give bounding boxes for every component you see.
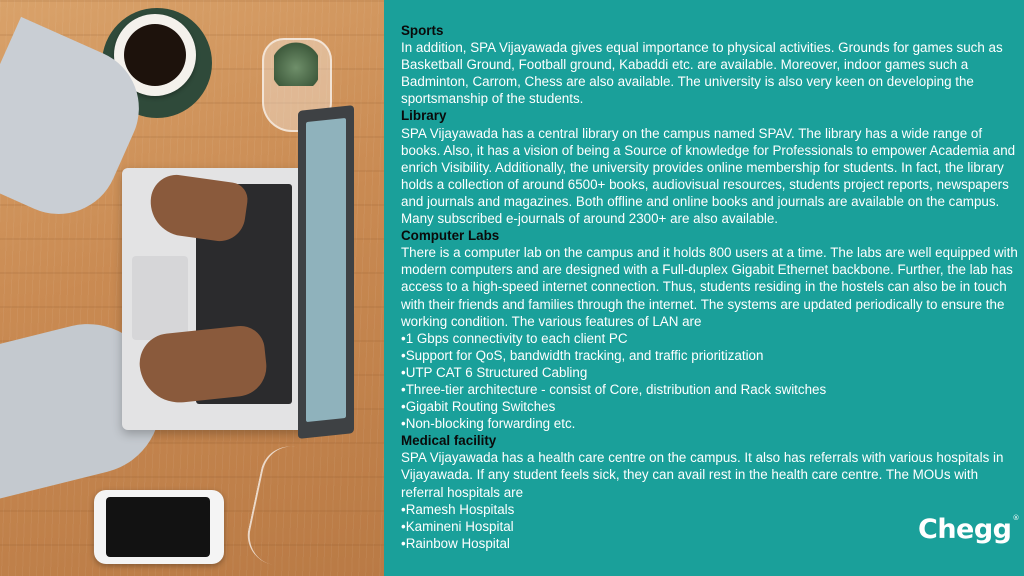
list-item: •UTP CAT 6 Structured Cabling xyxy=(401,364,588,380)
list-item: •Support for QoS, bandwidth tracking, and traffic prioritization xyxy=(401,347,764,363)
sports-body: In addition, SPA Vijayawada gives equal importance to physical activities. Grounds for games such as Basketball Ground, Football ground, Kabaddi etc. are available. Moreover, indoor games such a Badminton, Carrom, Chess are also available. The university is also very keen on developing the sportsmanship of the students. xyxy=(401,40,1003,107)
succulent-plant xyxy=(274,40,318,86)
list-item: •1 Gbps connectivity to each client PC xyxy=(401,330,628,346)
medical-heading: Medical facility xyxy=(401,433,497,449)
facilities-content xyxy=(401,22,1021,552)
laptop-trackpad xyxy=(132,256,188,340)
library-body: SPA Vijayawada has a central library on the campus named SPAV. The library has a wide range of books. Also, it has a vision of being a Source of knowledge for Professionals to empower Academia and enrich Visibility. Additionally, the university provides online membership for students. In fact, the library holds a collection of around 6500+ books, audiovisual resources, students project reports, newspapers and journals and magazines. Both offline and online books and journals are available on the campus. Many subscribed e-journals of around 2300+ are also available. xyxy=(401,125,1016,227)
smartphone-screen xyxy=(106,497,210,557)
library-heading: Library xyxy=(401,108,447,124)
text-panel xyxy=(384,0,1024,576)
earbud-cable xyxy=(242,441,328,571)
sports-heading: Sports xyxy=(401,23,444,38)
chegg-logo: Chegg® xyxy=(918,514,1020,545)
laptop-desk-photo xyxy=(0,0,384,576)
list-item: •Three-tier architecture - consist of Core, distribution and Rack switches xyxy=(401,381,827,397)
list-item: •Rainbow Hospital xyxy=(401,535,510,551)
list-item: •Gigabit Routing Switches xyxy=(401,399,556,415)
list-item: •Non-blocking forwarding etc. xyxy=(401,416,576,432)
chegg-logo-text: Chegg xyxy=(918,514,1012,545)
laptop-display xyxy=(306,118,346,422)
coffee xyxy=(124,24,186,86)
labs-heading: Computer Labs xyxy=(401,228,500,244)
labs-body: There is a computer lab on the campus and it holds 800 users at a time. The labs are well equipped with modern computers and are designed with a Full-duplex Gigabit Ethernet backbone. Further, the lab has access to a high-speed internet connection. Thus, students residing in the hostels can also be in touch with their friends and families through the internet. The systems are updated periodically to ensure the working condition. The various features of LAN are xyxy=(401,245,1018,329)
list-item: •Ramesh Hospitals xyxy=(401,501,515,517)
medical-body: SPA Vijayawada has a health care centre on the campus. It also has referrals with various hospitals in Vijayawada. If any student feels sick, they can avail rest in the health care centre. The MOUs with referral hospitals are xyxy=(401,450,1004,500)
list-item: •Kamineni Hospital xyxy=(401,518,514,534)
